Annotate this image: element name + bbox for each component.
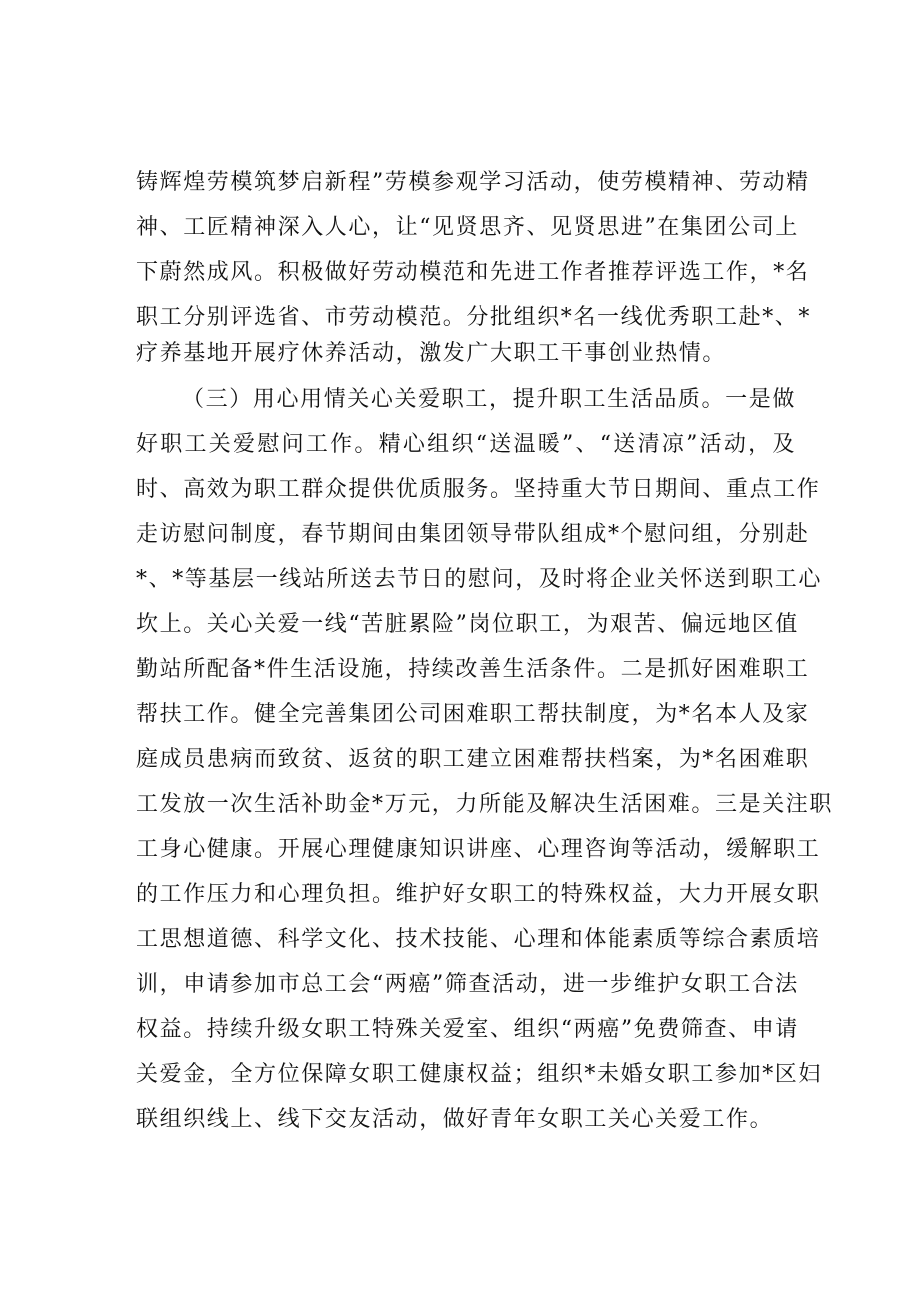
text-line: 权益。持续升级女职工特殊关爱室、组织“两癌”免费筛查、申请 (136, 1017, 799, 1042)
text-line: 疗养基地开展疗休养活动，激发广大职工干事创业热情。 (136, 341, 727, 366)
section-heading-line: （三）用心用情关心关爱职工，提升职工生活品质。一是做 (182, 387, 796, 412)
text-line: 的工作压力和心理负担。维护好女职工的特殊权益，大力开展女职 (136, 882, 821, 907)
text-line: *、*等基层一线站所送去节日的慰问，及时将企业关怀送到职工心 (136, 567, 823, 592)
text-line: 工思想道德、科学文化、技术技能、心理和体能素质等综合素质培 (136, 927, 821, 952)
text-line: 职工分别评选省、市劳动模范。分批组织*名一线优秀职工赴*、* (136, 305, 812, 330)
text-line: 关爱金，全方位保障女职工健康权益；组织*未婚女职工参加*区妇 (136, 1062, 823, 1087)
text-line: 工身心健康。开展心理健康知识讲座、心理咨询等活动，缓解职工 (136, 837, 821, 862)
text-line: 下蔚然成风。积极做好劳动模范和先进工作者推荐评选工作，*名 (136, 260, 810, 285)
text-line: 走访慰问制度，春节期间由集团领导带队组成*个慰问组，分别赴 (136, 522, 810, 547)
text-line: 勤站所配备*件生活设施，持续改善生活条件。二是抓好困难职工 (136, 657, 810, 682)
text-line: 庭成员患病而致贫、返贫的职工建立困难帮扶档案，为*名困难职 (136, 747, 810, 772)
text-line: 工发放一次生活补助金*万元，力所能及解决生活困难。三是关注职 (136, 792, 834, 817)
text-line: 帮扶工作。健全完善集团公司困难职工帮扶制度，为*名本人及家 (136, 702, 810, 727)
text-line: 神、工匠精神深入人心，让“见贤思齐、见贤思进”在集团公司上 (136, 215, 799, 240)
text-line: 联组织线上、线下交友活动，做好青年女职工关心关爱工作。 (136, 1107, 774, 1132)
text-line: 好职工关爱慰问工作。精心组织“送温暖”、“送清凉”活动，及 (136, 432, 796, 457)
text-line: 坎上。关心关爱一线“苦脏累险”岗位职工，为艰苦、偏远地区值 (136, 612, 799, 637)
text-line: 训，申请参加市总工会“两癌”筛查活动，进一步维护女职工合法 (136, 972, 799, 997)
text-line: 时、高效为职工群众提供优质服务。坚持重大节日期间、重点工作 (136, 477, 821, 502)
text-line: 铸辉煌劳模筑梦启新程”劳模参观学习活动，使劳模精神、劳动精 (136, 170, 810, 195)
